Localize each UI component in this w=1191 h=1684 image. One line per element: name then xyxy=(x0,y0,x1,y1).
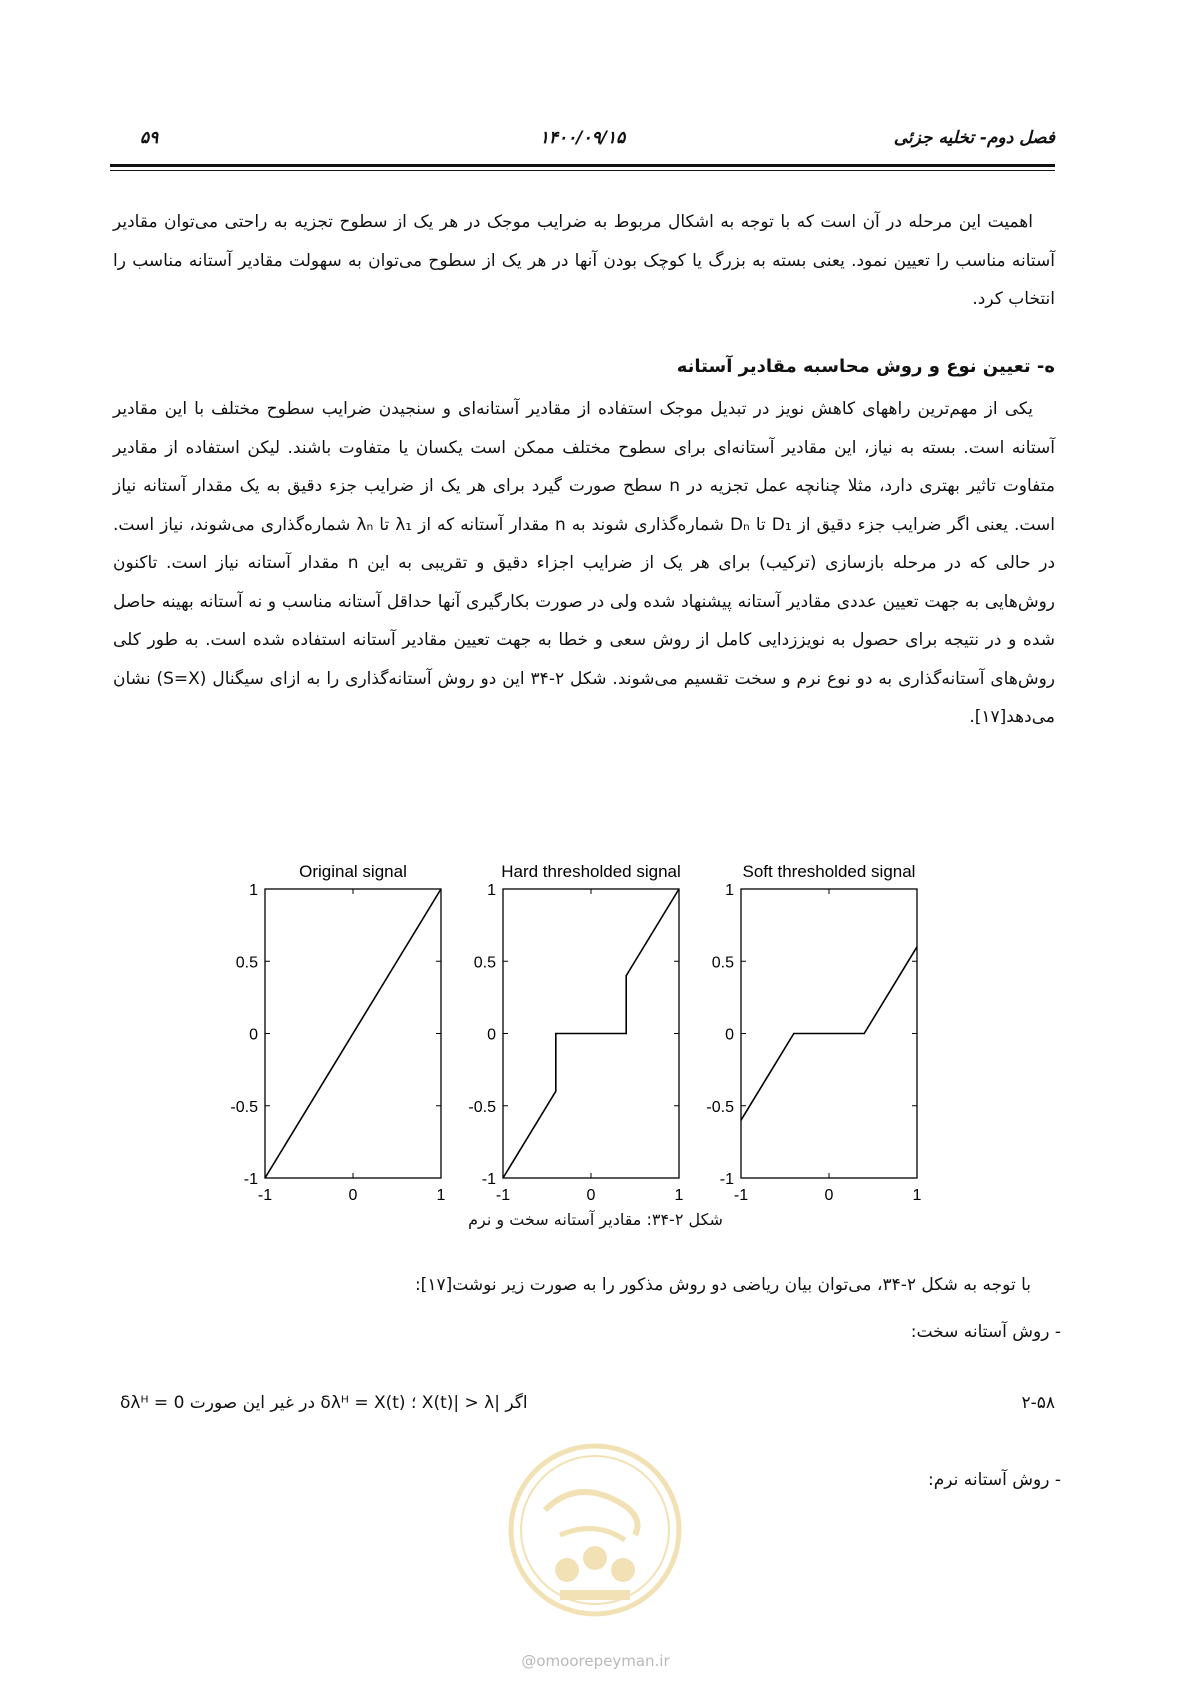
section-heading: ه- تعیین نوع و روش محاسبه مقادیر آستانه xyxy=(676,356,1055,377)
hard-threshold-equation: اگر |X(t)| > λ ؛ δλᴴ = X(t) در غیر این صورت δλᴴ = 0 xyxy=(120,1393,528,1413)
chart-0-xtick-label: 0 xyxy=(348,1187,358,1204)
equation-row xyxy=(110,1393,1055,1427)
chart-2-ytick-label: -0.5 xyxy=(706,1098,734,1116)
chart-2-series-0 xyxy=(741,947,917,1120)
chart-2-ytick-label: -1 xyxy=(719,1171,734,1188)
chart-1-series-0 xyxy=(503,889,679,1178)
chart-0-xtick-label: 1 xyxy=(436,1187,446,1204)
figure-caption: شکل ۲-۳۴: مقادیر آستانه سخت و نرم xyxy=(468,1210,723,1229)
page-number: ۵۹ xyxy=(140,128,159,148)
chart-2-xtick-label: 0 xyxy=(824,1187,834,1204)
chart-1-xtick-label: -1 xyxy=(495,1187,511,1204)
chart-0-series-0 xyxy=(265,889,441,1178)
chapter-title: فصل دوم- تخلیه جزئی xyxy=(893,128,1055,148)
chart-2-xtick-label: -1 xyxy=(733,1187,749,1204)
chart-0-ytick-label: -0.5 xyxy=(230,1098,258,1116)
chart-1-title: Hard thresholded signal xyxy=(501,862,681,881)
chart-1-xtick-label: 1 xyxy=(674,1187,684,1204)
chart-1-ytick-label: 1 xyxy=(487,882,496,899)
chart-1-ytick-label: 0.5 xyxy=(473,954,496,972)
chart-1-ytick-label: -1 xyxy=(481,1171,496,1188)
equation-number: ۲-۵۸ xyxy=(1021,1393,1055,1413)
intro-paragraph: اهمیت این مرحله در آن است که با توجه به اشکال مربوط به ضرایب موجک در هر یک از سطوح تجزیه به راحتی می‌توان مقادیر آستانه مناسب را تعیین نمود. یعنی بسته به بزرگ یا کوچک بودن آنها در هر یک از سطوح می‌توان به سهولت مقادیر آستانه مناسب را انتخاب کرد. xyxy=(113,212,1055,309)
chart-0-ytick-label: -1 xyxy=(243,1171,258,1188)
watermark-url: @omoorepeyman.ir xyxy=(521,1652,670,1670)
hard-threshold-label: - روش آستانه سخت: xyxy=(910,1322,1061,1342)
chart-1-ytick-label: 0 xyxy=(487,1026,496,1044)
chart-2-title: Soft thresholded signal xyxy=(742,862,916,881)
chart-0-ytick-label: 0 xyxy=(249,1026,258,1044)
body-paragraph: یکی از مهم‌ترین راههای کاهش نویز در تبدیل موجک استفاده از مقادیر آستانه‌ای و سنجیدن ضرایب سطوح مختلف با این مقادیر آستانه است. بسته به نیاز، این مقادیر آستانه‌ای برای سطوح مختلف ممکن است یکسان یا متفاوت باشند. لیکن استفاده از مقادیر متفاوت تاثیر بهتری دارد، مثلا چنانچه عمل تجزیه در n سطح صورت گیرد برای هر یک از ضرایب جزء دقیق به یک مقدار آستانه نیاز است. یعنی اگر ضرایب جزء دقیق از D₁ تا Dₙ شماره‌گذاری شوند به n مقدار آستانه که از λ₁ تا λₙ شماره‌گذاری می‌شوند، نیاز است. در حالی که در مرحله بازسازی (ترکیب) برای هر یک از ضرایب اجزاء دقیق و تقریبی به این n مقدار آستانه نیاز است. تاکنون روش‌هایی به جهت تعیین عددی مقادیر آستانه پیشنهاد شده ولی در صورت بکارگیری آنها حداقل آستانه مناسب و نه آستانه بهینه حاصل شده و در نتیجه برای حصول به نویززدایی کامل از روش سعی و خطا به جهت تعیین مقادیر آستانه استفاده شده است. به طور کلی روش‌های آستانه‌گذاری به دو نوع نرم و سخت تقسیم می‌شوند. شکل ۲-۳۴ این دو روش آستانه‌گذاری را به ازای سیگنال (S=X) نشان می‌دهد[۱۷]. xyxy=(113,399,1056,727)
chart-2-ytick-label: 0 xyxy=(725,1026,734,1044)
chart-1-xtick-label: 0 xyxy=(586,1187,596,1204)
soft-threshold-label: - روش آستانه نرم: xyxy=(927,1470,1061,1490)
chart-0-xtick-label: -1 xyxy=(257,1187,273,1204)
chart-1-ytick-label: -0.5 xyxy=(468,1098,496,1116)
header-date: ۱۴۰۰/۰۹/۱۵ xyxy=(539,128,626,148)
chart-0-title: Original signal xyxy=(299,862,407,881)
chart-0-ytick-label: 0.5 xyxy=(235,954,258,972)
chart-0-ytick-label: 1 xyxy=(249,882,258,899)
chart-2-xtick-label: 1 xyxy=(912,1187,922,1204)
after-figure-paragraph: با توجه به شکل ۲-۳۴، می‌توان بیان ریاضی دو روش مذکور را به صورت زیر نوشت[۱۷]: xyxy=(414,1275,1031,1295)
chart-2-ytick-label: 0.5 xyxy=(711,954,734,972)
chart-2-ytick-label: 1 xyxy=(725,882,734,899)
publisher-seal-watermark xyxy=(505,1440,685,1620)
